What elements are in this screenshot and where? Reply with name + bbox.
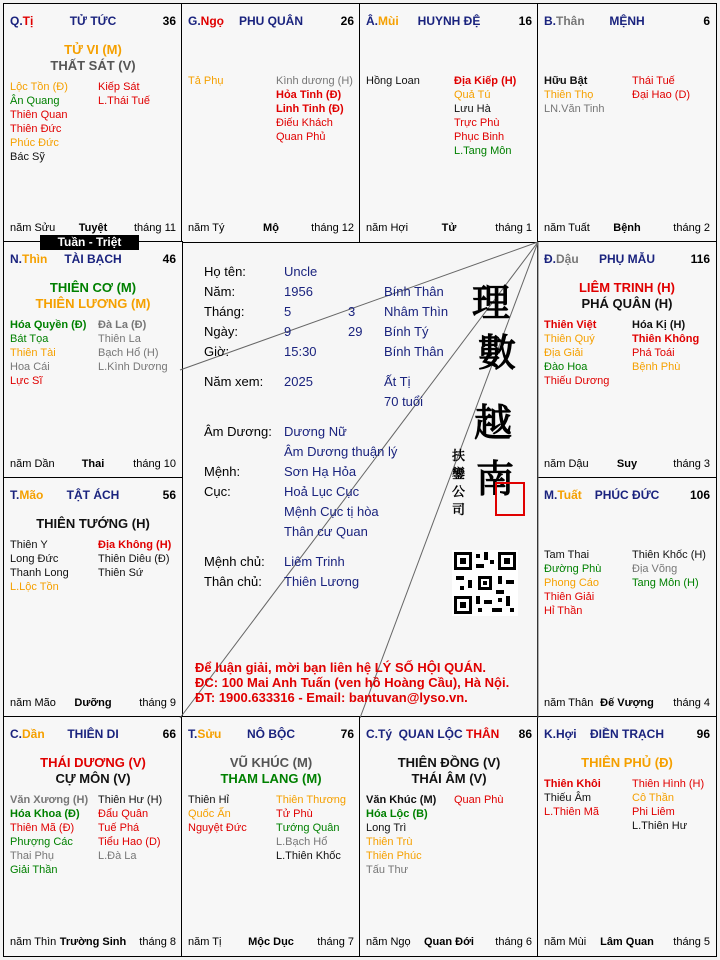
minor-star: Hữu Bật bbox=[544, 75, 588, 87]
major-star: THAM LANG (M) bbox=[220, 771, 322, 786]
palace-age: 26 bbox=[340, 14, 354, 28]
footer-month: tháng 10 bbox=[133, 458, 176, 470]
major-star: THIÊN LƯƠNG (M) bbox=[35, 296, 151, 311]
label-cuc: Cục: bbox=[204, 484, 231, 499]
footer-month: tháng 4 bbox=[673, 697, 710, 709]
palace-position: N.Thìn bbox=[10, 252, 48, 266]
value-ngay-can: Bính Tý bbox=[384, 324, 429, 339]
minor-star: Quan Phù bbox=[454, 794, 504, 806]
footer-month: tháng 8 bbox=[139, 936, 176, 948]
major-star: VŨ KHÚC (M) bbox=[229, 755, 313, 770]
palace-name: TỬ TỨC bbox=[69, 14, 117, 28]
minor-star: Lực Sĩ bbox=[10, 375, 43, 387]
minor-star: Thái Tuế bbox=[632, 75, 675, 87]
minor-star: Tử Phù bbox=[276, 808, 313, 820]
footer-year: năm Thân bbox=[544, 697, 594, 709]
red-stamp bbox=[495, 482, 525, 516]
value-thang-can: Nhâm Thìn bbox=[384, 304, 449, 319]
footer-month: tháng 2 bbox=[673, 222, 710, 234]
label-than-chu: Thân chủ: bbox=[204, 574, 262, 589]
minor-star: Thiên Phúc bbox=[366, 850, 422, 862]
palace-position: Đ.Dậu bbox=[544, 252, 579, 266]
minor-star: Hóa Quyền (Đ) bbox=[10, 319, 87, 331]
footer-year: năm Hợi bbox=[366, 222, 409, 234]
minor-star: Thanh Long bbox=[10, 567, 69, 579]
palace-position: K.Hợi bbox=[544, 727, 577, 741]
label-ho-ten: Họ tên: bbox=[204, 264, 246, 279]
palace-name: PHU QUÂN bbox=[238, 14, 303, 28]
minor-star: Hỏa Tinh (Đ) bbox=[276, 89, 342, 101]
palace-age: 116 bbox=[690, 252, 710, 266]
minor-star: Bệnh Phù bbox=[632, 361, 681, 373]
value-cuc-2: Mệnh Cục tị hòa bbox=[284, 504, 379, 519]
minor-star: Địa Không (H) bbox=[98, 539, 172, 551]
label-menh: Mệnh: bbox=[204, 464, 241, 479]
value-thang-am: 3 bbox=[348, 304, 356, 319]
major-star: CỰ MÔN (V) bbox=[55, 771, 131, 786]
major-star: THIÊN ĐỒNG (V) bbox=[397, 755, 501, 770]
palace-age: 16 bbox=[518, 14, 532, 28]
minor-star: Tả Phụ bbox=[188, 75, 224, 87]
minor-star: Phượng Các bbox=[10, 836, 73, 848]
minor-star: L.Bạch Hổ bbox=[276, 836, 328, 848]
footer-year: năm Thìn bbox=[10, 936, 57, 948]
label-nam-xem: Năm xem: bbox=[204, 374, 264, 389]
minor-star: Quốc Ấn bbox=[188, 808, 231, 820]
value-ho-ten: Uncle bbox=[284, 264, 318, 279]
minor-star: Hóa Kị (H) bbox=[632, 319, 686, 331]
footer-month: tháng 3 bbox=[673, 458, 710, 470]
minor-star: Giải Thần bbox=[10, 864, 58, 876]
minor-star: Phi Liêm bbox=[632, 806, 675, 818]
minor-star: Long Trì bbox=[366, 822, 407, 834]
palace-name: PHÚC ĐỨC bbox=[594, 488, 660, 502]
minor-star: Bát Tọa bbox=[10, 333, 49, 345]
minor-star: L.Thiên Khốc bbox=[276, 850, 341, 862]
major-star: TỬ VI (M) bbox=[64, 42, 122, 57]
footer-stage: Mộc Dục bbox=[248, 936, 294, 948]
value-menh: Sơn Hạ Hỏa bbox=[284, 464, 357, 479]
minor-star: Long Đức bbox=[10, 553, 59, 565]
footer-year: năm Dần bbox=[10, 458, 55, 470]
minor-star: Thiên Đức bbox=[10, 123, 62, 135]
minor-star: Thiên Khôi bbox=[544, 778, 601, 790]
minor-star: Đại Hao (D) bbox=[632, 89, 691, 101]
minor-star: Tấu Thư bbox=[366, 864, 409, 876]
footer-stage: Mộ bbox=[263, 222, 279, 234]
minor-star: Văn Khúc (M) bbox=[366, 794, 437, 806]
footer-month: tháng 9 bbox=[139, 697, 176, 709]
value-cuc-3: Thân cư Quan bbox=[284, 524, 368, 539]
minor-star: Thiên Thương bbox=[276, 794, 347, 806]
minor-star: Thai Phụ bbox=[10, 850, 55, 862]
minor-star: Thiên Trù bbox=[366, 836, 413, 848]
minor-star: Đà La (Đ) bbox=[98, 319, 147, 331]
footer-stage: Tử bbox=[441, 222, 457, 234]
minor-star: L.Thái Tuế bbox=[98, 95, 150, 107]
minor-star: L.Thiên Mã bbox=[544, 806, 600, 818]
minor-star: Cô Thần bbox=[632, 792, 674, 804]
palace-name: PHỤ MẪU bbox=[599, 252, 655, 266]
minor-star: Địa Kiếp (H) bbox=[454, 75, 517, 87]
footer-stage: Suy bbox=[616, 458, 638, 470]
footer-year: năm Ngọ bbox=[366, 936, 411, 948]
palace-age: 86 bbox=[518, 727, 532, 741]
palace-position: G.Ngọ bbox=[188, 14, 224, 28]
minor-star: Thiếu Dương bbox=[544, 375, 610, 387]
minor-star: Trực Phù bbox=[454, 117, 500, 129]
value-nam: 1956 bbox=[284, 284, 313, 299]
minor-star: Tuế Phá bbox=[98, 822, 140, 834]
minor-star: Địa Võng bbox=[632, 563, 678, 575]
major-star: THÁI DƯƠNG (V) bbox=[40, 755, 146, 770]
contact-line-2: ĐC: 100 Mai Anh Tuấn (ven hồ Hoàng Cầu), Hà Nội. bbox=[195, 675, 510, 690]
minor-star: Hóa Khoa (Đ) bbox=[10, 808, 80, 820]
palace-name: NÔ BỘC bbox=[247, 727, 295, 741]
minor-star: Hóa Lộc (B) bbox=[366, 808, 428, 820]
minor-star: Thiên Không bbox=[632, 333, 700, 345]
palace-age: 66 bbox=[162, 727, 176, 741]
seal-char-4: 南 bbox=[476, 456, 515, 501]
minor-star: Tam Thai bbox=[544, 549, 590, 561]
value-menh-chu: Liêm Trinh bbox=[284, 554, 345, 569]
footer-stage: Dưỡng bbox=[74, 697, 112, 709]
minor-star: Thiên Hình (H) bbox=[632, 778, 705, 790]
value-gio: 15:30 bbox=[284, 344, 317, 359]
footer-year: năm Mão bbox=[10, 697, 56, 709]
minor-star: Thiên Giải bbox=[544, 591, 595, 603]
value-nam-can: Bính Thân bbox=[384, 284, 444, 299]
palace-name: THIÊN DI bbox=[67, 727, 119, 741]
footer-year: năm Sửu bbox=[10, 222, 56, 234]
minor-star: Thiếu Âm bbox=[544, 792, 592, 804]
value-thang: 5 bbox=[284, 304, 292, 319]
minor-star: Linh Tinh (Đ) bbox=[276, 103, 344, 115]
minor-star: Tướng Quân bbox=[276, 822, 340, 834]
minor-star: Hoa Cái bbox=[10, 361, 50, 373]
value-ngay: 9 bbox=[284, 324, 292, 339]
minor-star: Phong Cáo bbox=[544, 577, 600, 589]
palace-age: 46 bbox=[162, 252, 176, 266]
palace-position: Â.Mùi bbox=[366, 14, 399, 28]
minor-star: Quan Phủ bbox=[276, 131, 326, 143]
footer-stage: Thai bbox=[81, 458, 105, 470]
value-am-duong-2: Âm Dương thuận lý bbox=[284, 444, 398, 459]
major-star: THÁI ÂM (V) bbox=[411, 771, 487, 786]
contact-line-3: ĐT: 1900.633316 - Email: bantuvan@lyso.vn. bbox=[195, 690, 468, 705]
major-star: PHÁ QUÂN (H) bbox=[581, 296, 673, 311]
seal-small-text: 扶 鑾 公 司 bbox=[452, 449, 466, 518]
palace-position: C.Tý bbox=[366, 727, 393, 741]
footer-month: tháng 12 bbox=[311, 222, 354, 234]
label-menh-chu: Mệnh chủ: bbox=[204, 554, 265, 569]
qr-code bbox=[452, 550, 518, 616]
minor-star: Hỉ Thần bbox=[544, 605, 583, 617]
value-cuc: Hoả Lục Cục bbox=[284, 484, 360, 499]
minor-star: Lưu Hà bbox=[454, 103, 491, 115]
palace-age: 36 bbox=[162, 14, 176, 28]
palace-position: T.Mão bbox=[10, 488, 44, 502]
minor-star: Phục Binh bbox=[454, 131, 505, 143]
major-star: THIÊN CƠ (M) bbox=[49, 280, 137, 295]
minor-star: L.Kình Dương bbox=[98, 361, 168, 373]
seal-char-1: 理 bbox=[472, 280, 511, 325]
minor-star: L.Lộc Tồn bbox=[10, 581, 59, 593]
palace-position: M.Tuất bbox=[544, 488, 582, 502]
palace-name: HUYNH ĐỆ bbox=[417, 14, 481, 28]
minor-star: Tang Môn (H) bbox=[632, 577, 699, 589]
footer-stage: Bệnh bbox=[613, 222, 641, 234]
minor-star: Hồng Loan bbox=[366, 75, 420, 87]
minor-star: Kình dương (H) bbox=[276, 75, 353, 87]
label-thang: Tháng: bbox=[204, 304, 245, 319]
minor-star: Bạch Hổ (H) bbox=[98, 347, 159, 359]
minor-star: Đường Phù bbox=[544, 563, 602, 575]
palace-name: QUAN LỘC THÂN bbox=[398, 727, 500, 741]
minor-star: Thiên La bbox=[98, 333, 141, 345]
value-am-duong: Dương Nữ bbox=[284, 424, 347, 439]
footer-stage: Trường Sinh bbox=[59, 936, 127, 948]
footer-stage: Đế Vượng bbox=[600, 697, 654, 709]
minor-star: Bác Sỹ bbox=[10, 151, 45, 163]
major-star: LIÊM TRINH (H) bbox=[578, 280, 676, 295]
value-ngay-am: 29 bbox=[348, 324, 363, 339]
minor-star: Thiên Tài bbox=[10, 347, 56, 359]
minor-star: Lộc Tồn (Đ) bbox=[10, 81, 68, 93]
palace-age: 76 bbox=[340, 727, 354, 741]
minor-star: L.Đà La bbox=[98, 850, 137, 862]
minor-star: Văn Xương (H) bbox=[10, 794, 89, 806]
minor-star: Điếu Khách bbox=[276, 117, 333, 129]
value-nam-xem-can: Ất Tị bbox=[384, 374, 411, 389]
palace-name: TÀI BẠCH bbox=[64, 252, 122, 266]
palace-age: 6 bbox=[703, 14, 710, 28]
minor-star: Phúc Đức bbox=[10, 137, 59, 149]
footer-year: năm Mùi bbox=[544, 936, 587, 948]
minor-star: L.Tang Môn bbox=[454, 145, 512, 157]
contact-line-1: Để luận giải, mời bạn liên hệ LÝ SỐ HỘI QUÁN. bbox=[195, 660, 486, 675]
major-star: THIÊN PHỦ (Đ) bbox=[581, 755, 673, 770]
contact-block bbox=[195, 660, 509, 705]
footer-year: năm Tuất bbox=[544, 222, 590, 234]
minor-star: Thiên Sứ bbox=[98, 567, 144, 579]
minor-star: Thiên Diêu (Đ) bbox=[98, 553, 170, 565]
footer-year: năm Tý bbox=[188, 222, 225, 234]
minor-star: Kiếp Sát bbox=[98, 81, 140, 93]
minor-star: Phá Toái bbox=[632, 347, 675, 359]
palace-position: T.Sửu bbox=[188, 727, 222, 741]
minor-star: Thiên Mã (Đ) bbox=[10, 822, 75, 834]
label-gio: Giờ: bbox=[204, 344, 230, 359]
palace-name: ĐIỀN TRẠCH bbox=[590, 727, 664, 741]
minor-star: Thiên Thọ bbox=[544, 89, 594, 101]
palace-position: B.Thân bbox=[544, 14, 585, 28]
minor-star: Thiên Hư (H) bbox=[98, 794, 163, 806]
palace-age: 106 bbox=[689, 488, 710, 502]
minor-star: Địa Giải bbox=[544, 347, 584, 359]
minor-star: Ân Quang bbox=[10, 95, 60, 107]
value-nam-xem: 2025 bbox=[284, 374, 313, 389]
value-tuoi: 70 tuổi bbox=[384, 394, 424, 409]
minor-star: L.Thiên Hư bbox=[632, 820, 688, 832]
footer-year: năm Tị bbox=[188, 936, 222, 948]
minor-star: Đào Hoa bbox=[544, 361, 588, 373]
minor-star: Tiểu Hao (D) bbox=[98, 836, 161, 848]
label-ngay: Ngày: bbox=[204, 324, 238, 339]
minor-star: Đẩu Quân bbox=[98, 808, 149, 820]
minor-star: LN.Văn Tinh bbox=[544, 103, 605, 115]
palace-age: 56 bbox=[162, 488, 176, 502]
minor-star: Nguyệt Đức bbox=[188, 822, 247, 834]
minor-star: Thiên Hỉ bbox=[188, 794, 229, 806]
palace-name: TẬT ÁCH bbox=[66, 488, 120, 502]
footer-month: tháng 1 bbox=[495, 222, 532, 234]
label-nam: Năm: bbox=[204, 284, 236, 299]
seal-char-2: 數 bbox=[478, 330, 517, 375]
value-than-chu: Thiên Lương bbox=[284, 574, 360, 589]
footer-month: tháng 5 bbox=[673, 936, 710, 948]
minor-star: Thiên Quan bbox=[10, 109, 68, 121]
footer-stage: Lâm Quan bbox=[600, 936, 654, 948]
footer-stage: Tuyệt bbox=[78, 222, 108, 234]
palace-name: MỆNH bbox=[609, 14, 645, 28]
minor-star: Thiên Y bbox=[10, 539, 48, 551]
palace-position: Q.Tị bbox=[10, 14, 34, 28]
footer-stage: Quan Đới bbox=[424, 936, 474, 948]
footer-month: tháng 6 bbox=[495, 936, 532, 948]
minor-star: Thiên Việt bbox=[544, 319, 597, 331]
footer-year: năm Dậu bbox=[544, 458, 589, 470]
tuan-triet-badge: Tuần - Triệt bbox=[40, 235, 139, 250]
minor-star: Quả Tú bbox=[454, 89, 491, 101]
minor-star: Thiên Quý bbox=[544, 333, 595, 345]
minor-star: Thiên Khốc (H) bbox=[632, 549, 706, 561]
palace-position: C.Dần bbox=[10, 727, 45, 741]
footer-month: tháng 7 bbox=[317, 936, 354, 948]
label-am-duong: Âm Dương: bbox=[204, 424, 272, 439]
palace-age: 96 bbox=[696, 727, 710, 741]
value-gio-can: Bính Thân bbox=[384, 344, 444, 359]
major-star: THIÊN TƯỚNG (H) bbox=[36, 516, 150, 531]
major-star: THẤT SÁT (V) bbox=[50, 58, 136, 73]
seal-char-3: 越 bbox=[474, 400, 513, 445]
footer-month: tháng 11 bbox=[133, 222, 176, 234]
